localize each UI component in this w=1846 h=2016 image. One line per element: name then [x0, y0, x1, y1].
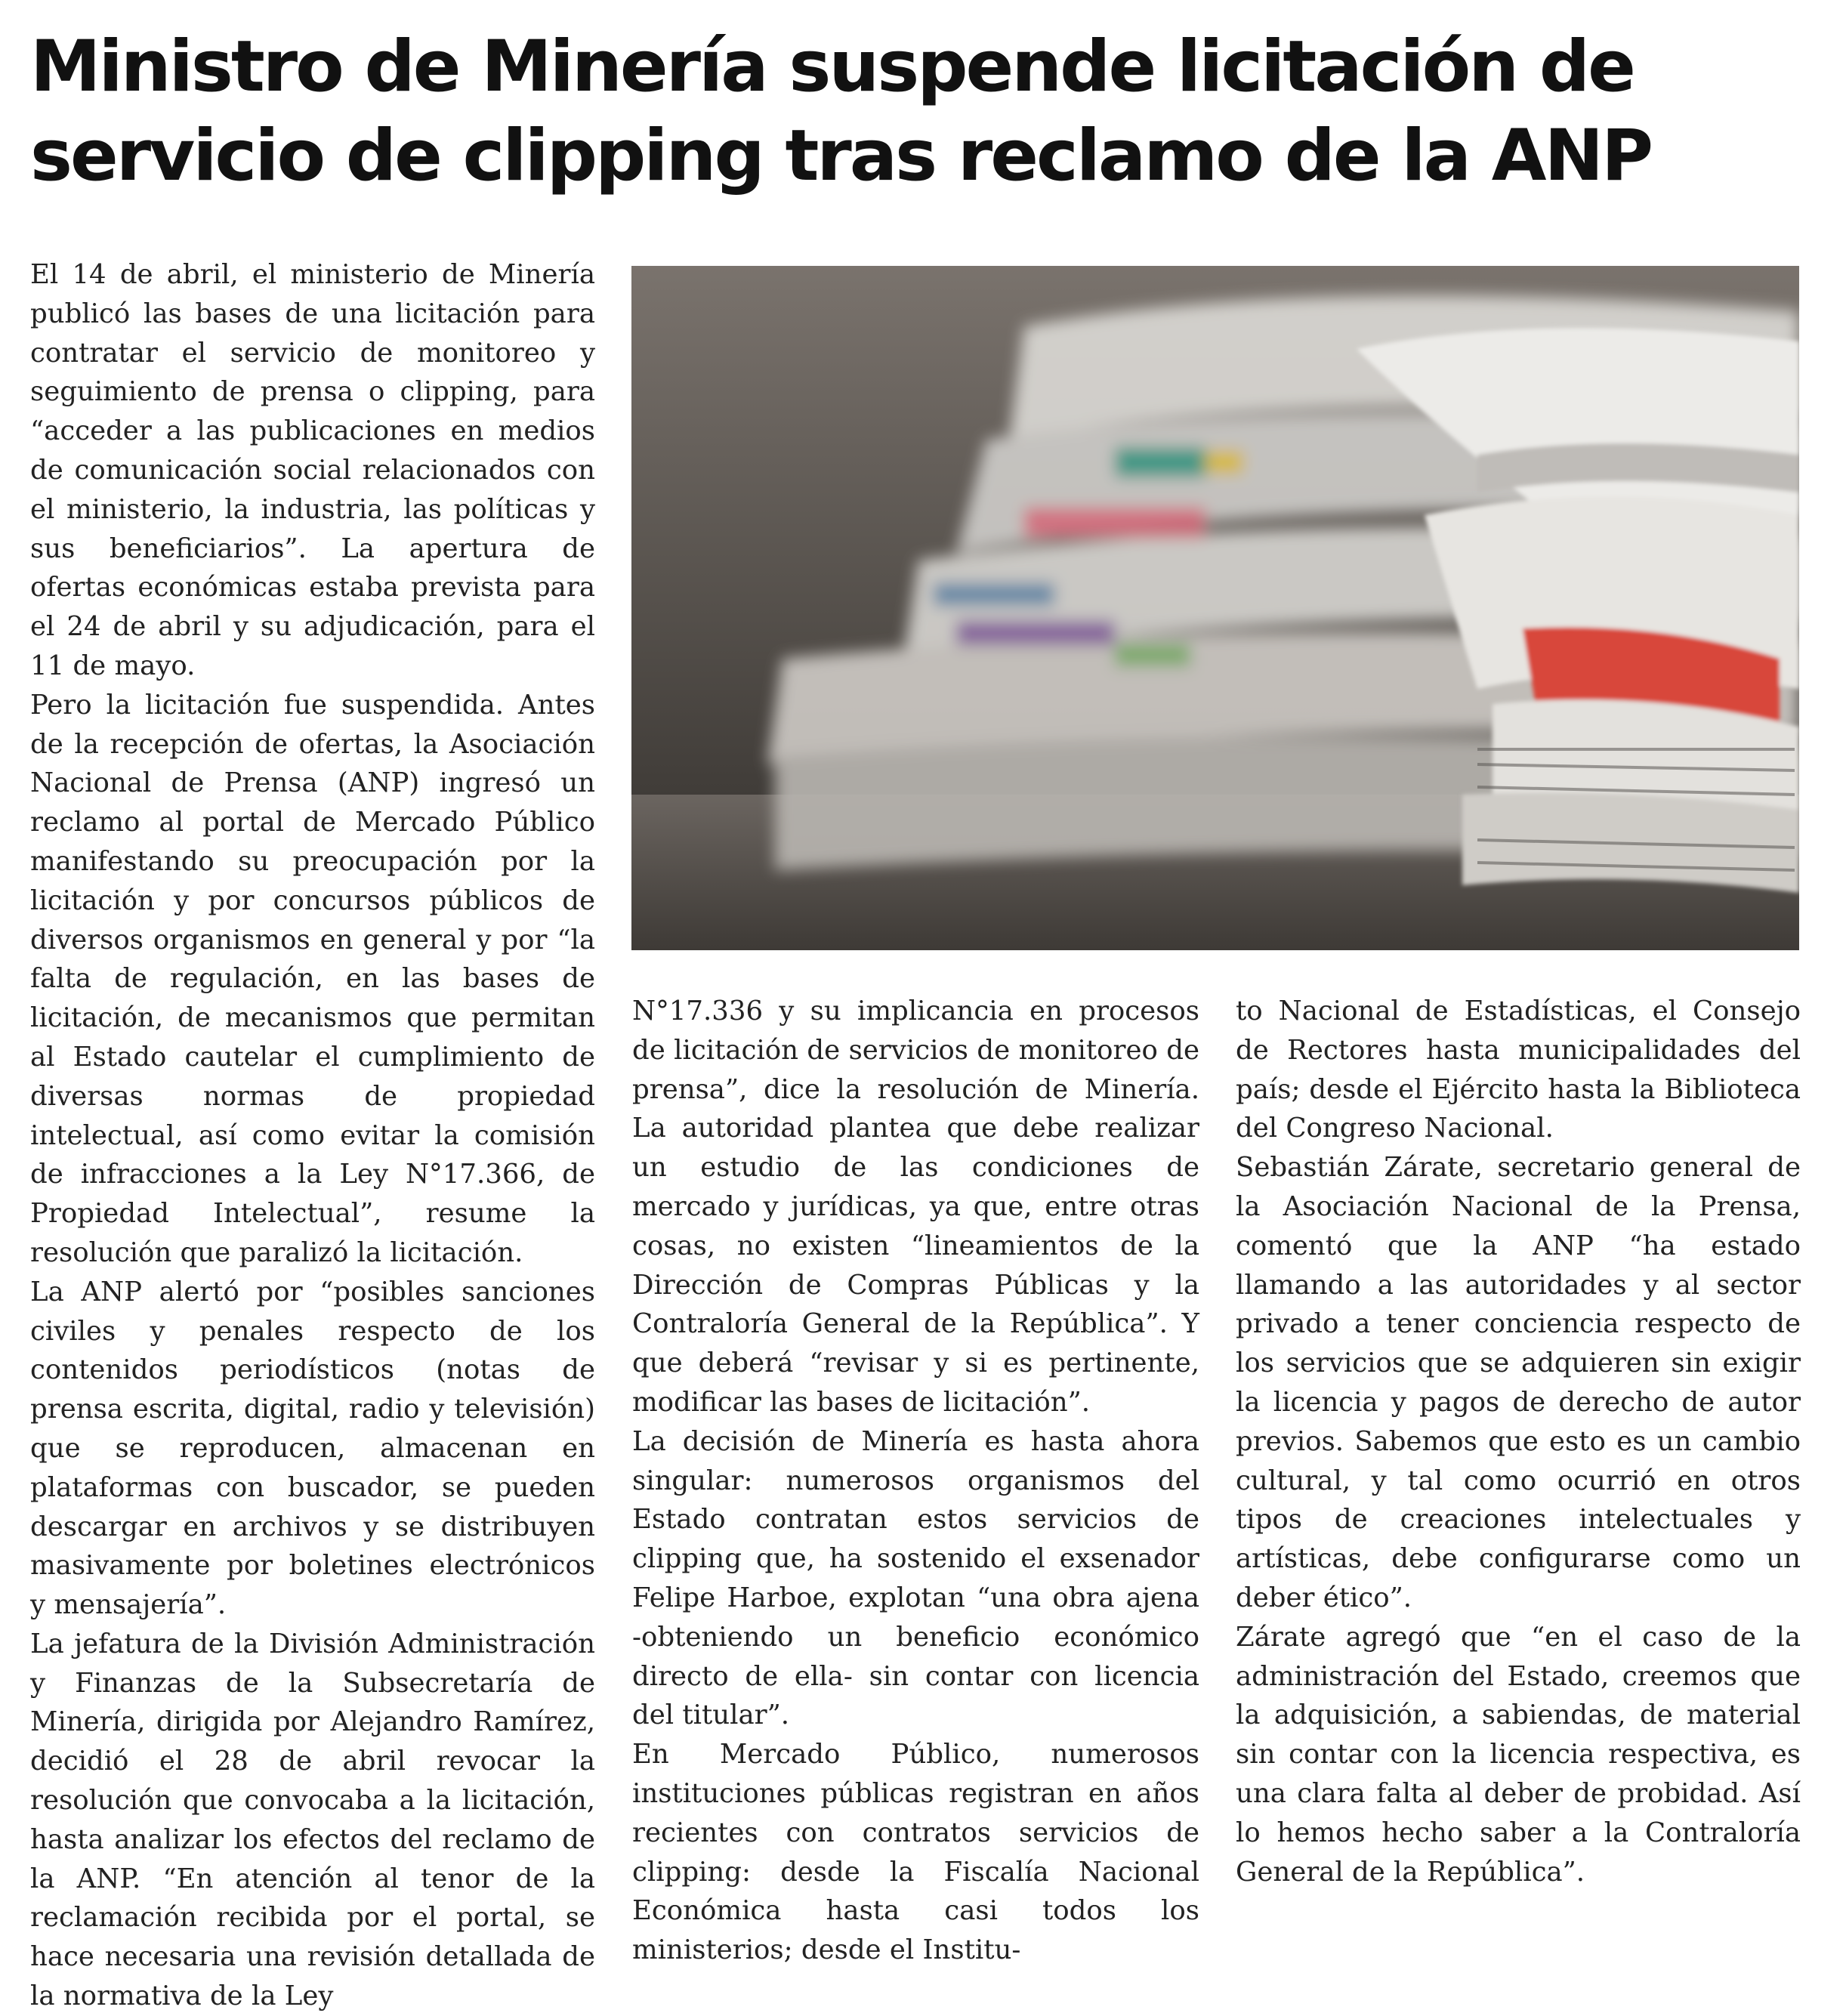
- paragraph: to Nacional de Estadísticas, el Consejo de Rectores hasta municipalidades del país; desde el Ejército hasta la Biblioteca del Congreso Nacional.: [1236, 996, 1801, 1144]
- article-column-1: [30, 255, 595, 2016]
- paragraph: La ANP alertó por “posibles sanciones civiles y penales respecto de los contenidos periodísticos (notas de prensa escrita, digital, radio y televisión) que se reproducen, almacenan en plataformas con buscador, se pueden descargar en archivos y se distribuyen masivamente por boletines electrónicos y mensajería”.: [30, 1276, 595, 1621]
- paragraph: Sebastián Zárate, secretario general de la Asociación Nacional de la Prensa, comentó que la ANP “ha estado llamando a las autoridades y al sector privado a tener conciencia respecto de los servicios que se adquieren sin exigir la licencia y pagos de derecho de autor previos. Sabemos que esto es un cambio cultural, y tal como ocurrió en otros tipos de creaciones intelectuales y artísticas, debe configurarse como un deber ético”.: [1236, 1152, 1801, 1613]
- paragraph: La jefatura de la División Administración y Finanzas de la Subsecretaría de Minería, dirigida por Alejandro Ramírez, decidió el 28 de abril revocar la resolución que convocaba a la licitación, hasta analizar los efectos del reclamo de la ANP. “En atención al tenor de la reclamación recibida por el portal, se hace necesaria una revisión detallada de la normativa de la Ley: [30, 1628, 595, 2012]
- paragraph: Pero la licitación fue suspendida. Antes de la recepción de ofertas, la Asociación Nacional de Prensa (ANP) ingresó un reclamo al portal de Mercado Público manifestando su preocupación por la licitación y por concursos públicos de diversos organismos en general y por “la falta de regulación, en las bases de licitación, de mecanismos que permitan al Estado cautelar el cumplimiento de diversas normas de propiedad intelectual, así como evitar la comisión de infracciones a la Ley N°17.366, de Propiedad Intelectual”, resume la resolución que paralizó la licitación.: [30, 689, 595, 1268]
- newspaper-stack-illustration: [631, 266, 1799, 950]
- headline: Ministro de Minería suspende licitación de servicio de clipping tras reclamo de la ANP: [30, 26, 1652, 197]
- paragraph: Zárate agregó que “en el caso de la administración del Estado, creemos que la adquisición, a sabiendas, de material sin contar con la licencia respectiva, es una clara falta al deber de probidad. Así lo hemos hecho saber a la Contraloría General de la República”.: [1236, 1621, 1801, 1888]
- paragraph: N°17.336 y su implicancia en procesos de licitación de servicios de monitoreo de prensa”, dice la resolución de Minería. La autoridad plantea que debe realizar un estudio de las condiciones de mercado y jurídicas, ya que, entre otras cosas, no existen “lineamientos de la Dirección de Compras Públicas y la Contraloría General de la República”. Y que deberá “revisar y si es pertinente, modificar las bases de licitación”.: [632, 996, 1199, 1418]
- article-column-3: [1236, 992, 1801, 1891]
- newspaper-stack-photo: [631, 266, 1799, 950]
- paragraph: El 14 de abril, el ministerio de Minería publicó las bases de una licitación para contratar el servicio de monitoreo y seguimiento de prensa o clipping, para “acceder a las publicaciones en medios de comunicación social relacionados con el ministerio, la industria, las políticas y sus beneficiarios”. La apertura de ofertas económicas estaba prevista para el 24 de abril y su adjudicación, para el 11 de mayo.: [30, 259, 595, 681]
- paragraph: En Mercado Público, numerosos instituciones públicas registran en años recientes con contratos servicios de clipping: desde la Fiscalía Nacional Económica hasta casi todos los ministerios; desde el Institu-: [632, 1739, 1199, 1966]
- paragraph: La decisión de Minería es hasta ahora singular: numerosos organismos del Estado contratan estos servicios de clipping que, ha sostenido el exsenador Felipe Harboe, explotan “una obra ajena -obteniendo un beneficio económico directo de ella- sin contar con licencia del titular”.: [632, 1425, 1199, 1731]
- article-column-2: [632, 992, 1199, 1970]
